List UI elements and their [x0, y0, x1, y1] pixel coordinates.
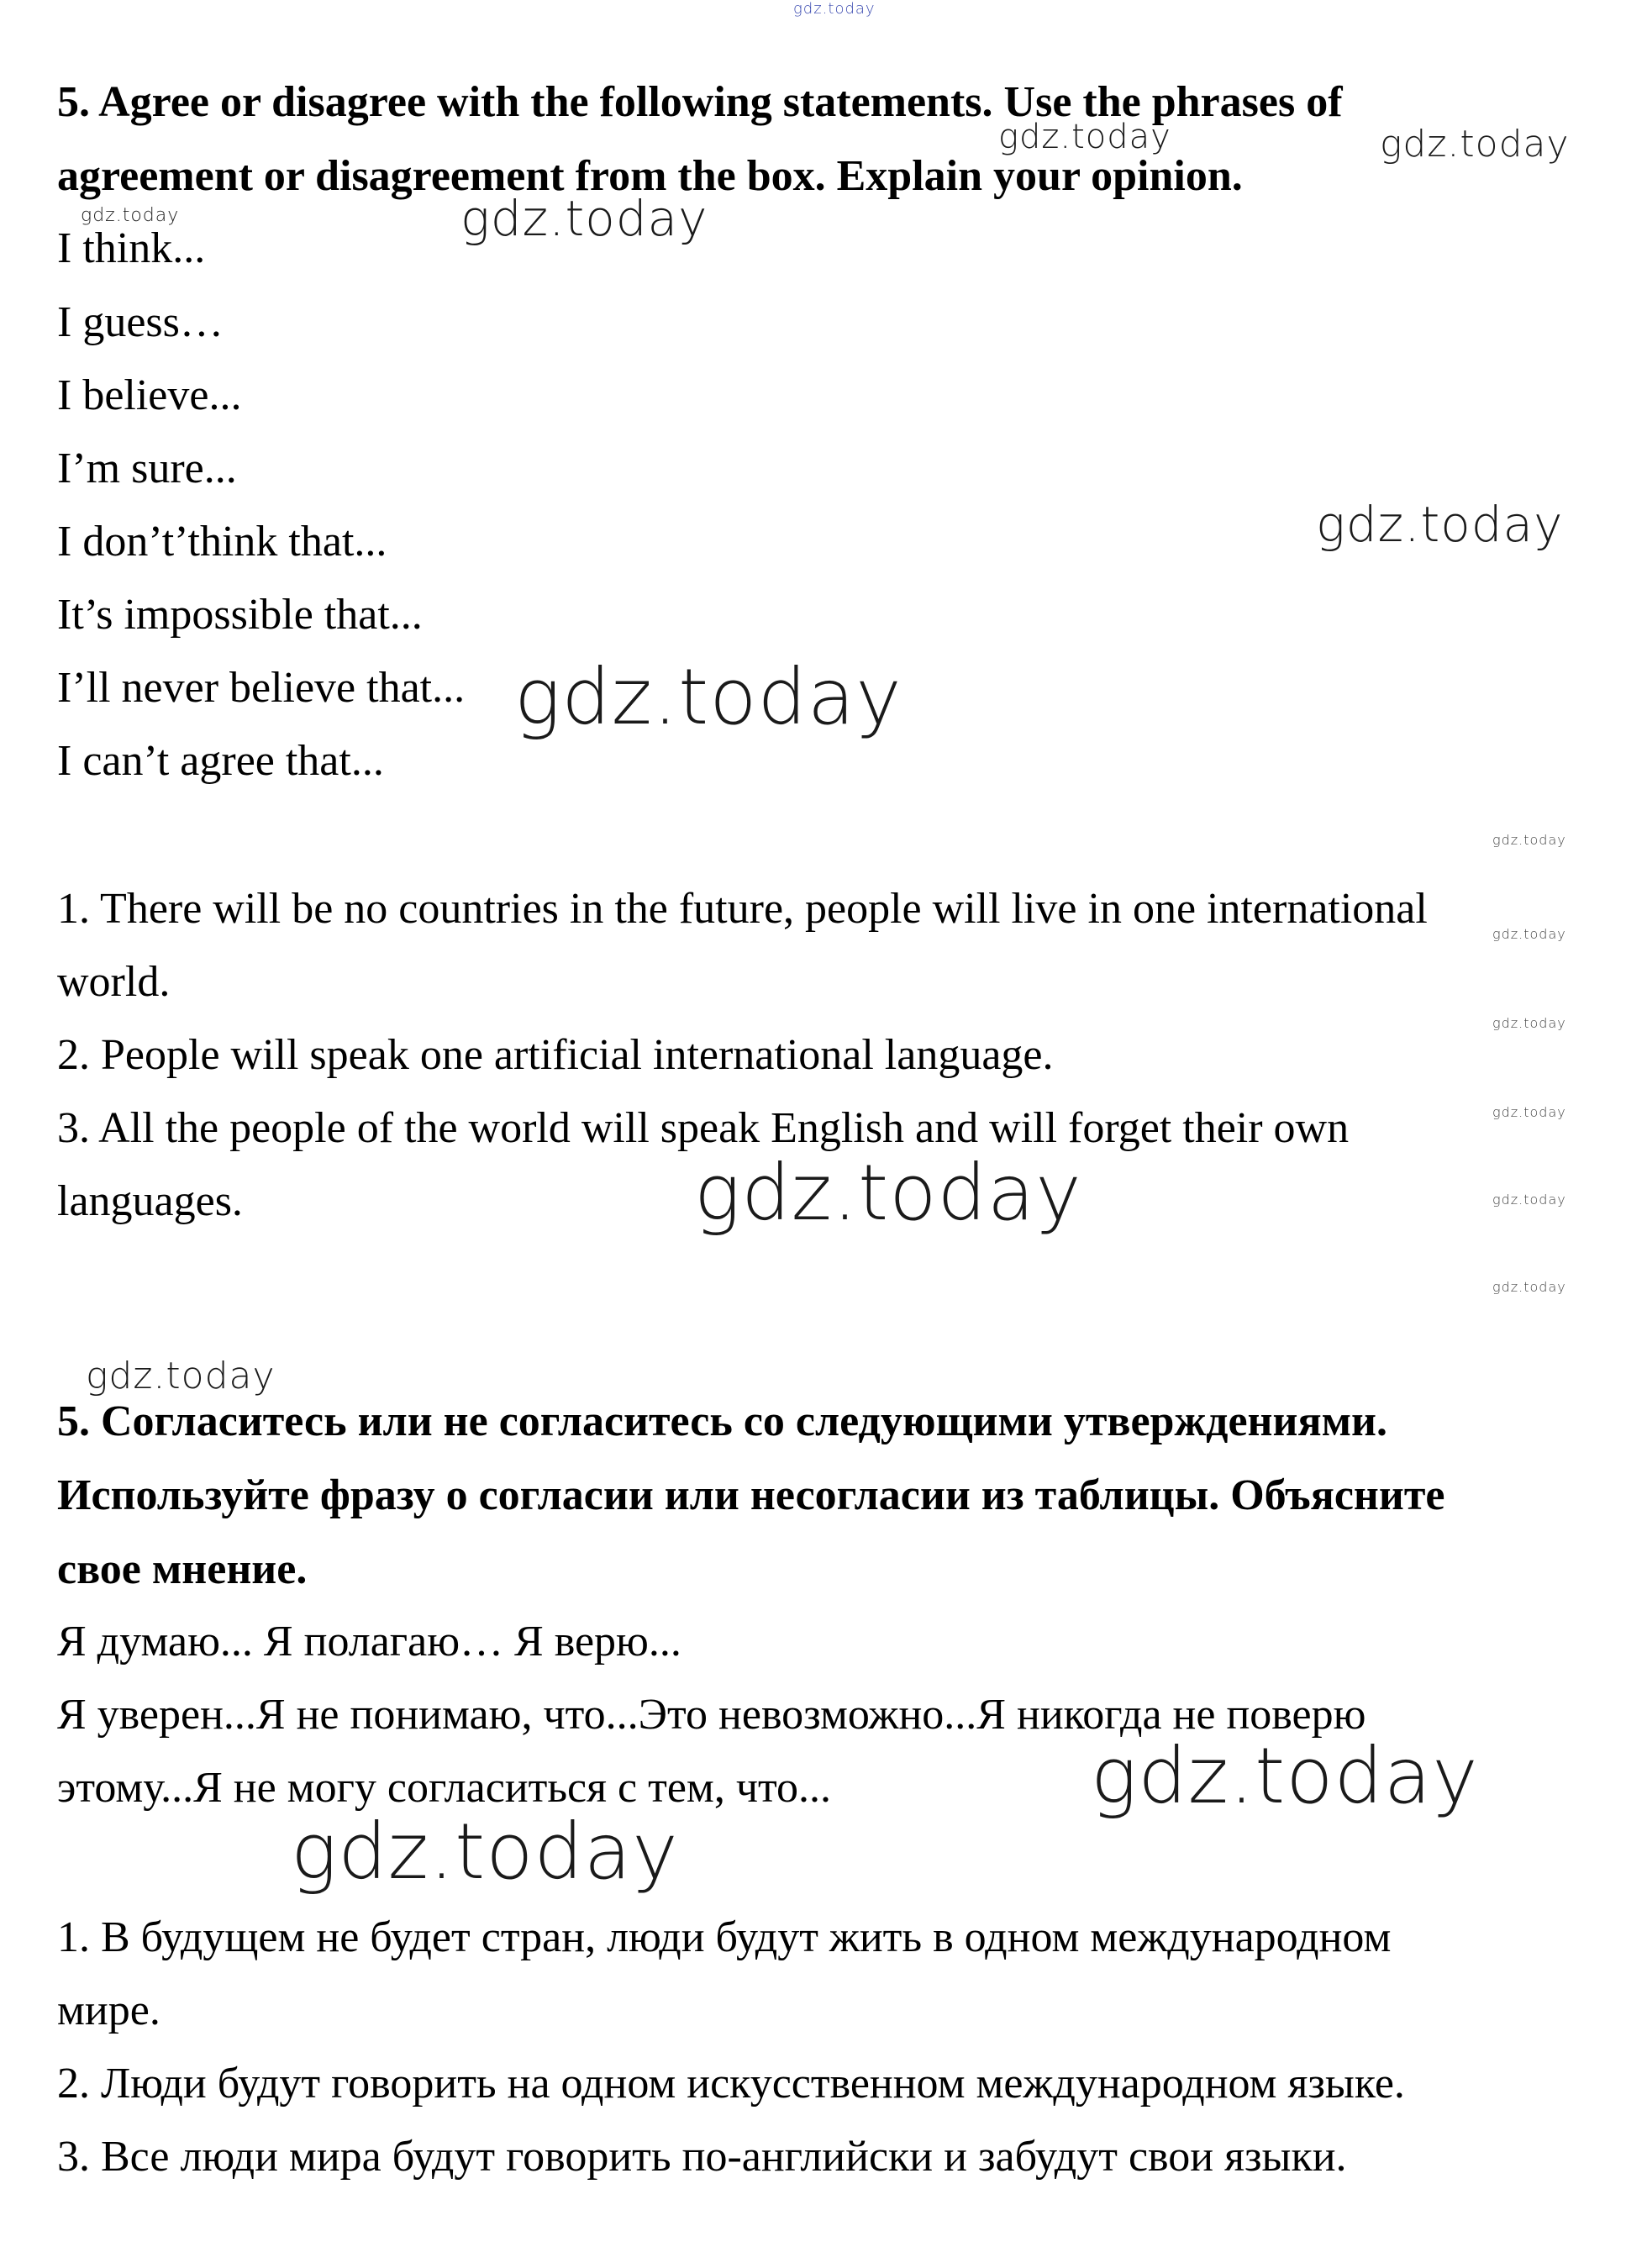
statement-line: 2. People will speak one artificial international language. — [57, 1031, 1054, 1079]
watermark: gdz.today — [1380, 123, 1570, 166]
watermark: gdz.today — [86, 1355, 276, 1397]
translation-heading-line-1: 5. Согласитесь или не согласитесь со следующими утверждениями. — [57, 1397, 1387, 1445]
phrase-item: I’ll never believe that... — [57, 664, 466, 712]
watermark: gdz.today — [1492, 832, 1566, 848]
translation-statement-line: 2. Люди будут говорить на одном искусственном международном языке. — [57, 2060, 1405, 2108]
statement-line: 1. There will be no countries in the future, people will live in one international — [57, 885, 1428, 933]
watermark: gdz.today — [1492, 1104, 1566, 1120]
watermark: gdz.today — [81, 205, 180, 226]
watermark: gdz.today — [1316, 496, 1564, 553]
statement-line: 3. All the people of the world will speak English and will forget their own — [57, 1104, 1350, 1152]
phrase-item: I believe... — [57, 371, 242, 419]
watermark: gdz.today — [1091, 1731, 1479, 1821]
phrase-item: I’m sure... — [57, 445, 237, 492]
watermark: gdz.today — [291, 1807, 679, 1897]
translation-heading-line-3: свое мнение. — [57, 1545, 308, 1593]
watermark: gdz.today — [460, 190, 708, 247]
translation-phrase-line: Я думаю... Я полагаю… Я верю... — [57, 1618, 681, 1665]
watermark: gdz.today — [514, 652, 902, 742]
phrase-item: It’s impossible that... — [57, 591, 423, 639]
phrase-item: I guess… — [57, 298, 224, 346]
watermark: gdz.today — [1492, 1192, 1566, 1208]
watermark: gdz.today — [1492, 1279, 1566, 1295]
translation-phrase-line: этому...Я не могу согласиться с тем, что... — [57, 1764, 832, 1812]
statement-line: languages. — [57, 1177, 243, 1225]
task-heading-line-2: agreement or disagreement from the box. Explain your opinion. — [57, 152, 1243, 200]
task-heading-line-1: 5. Agree or disagree with the following statements. Use the phrases of — [57, 78, 1343, 126]
translation-statement-line: 1. В будущем не будет стран, люди будут жить в одном международном — [57, 1913, 1392, 1961]
translation-phrase-line: Я уверен...Я не понимаю, что...Это невозможно...Я никогда не поверю — [57, 1691, 1366, 1739]
watermark: gdz.today — [998, 118, 1171, 156]
watermark: gdz.today — [694, 1148, 1082, 1238]
watermark: gdz.today — [1492, 926, 1566, 942]
translation-statement-line: мире. — [57, 1986, 160, 2034]
translation-heading-line-2: Используйте фразу о согласии или несогласии из таблицы. Объясните — [57, 1471, 1445, 1519]
statement-line: world. — [57, 958, 171, 1006]
translation-statement-line: 3. Все люди мира будут говорить по-английски и забудут свои языки. — [57, 2133, 1347, 2181]
phrase-item: I can’t agree that... — [57, 737, 384, 785]
phrase-item: I think... — [57, 224, 206, 272]
watermark: gdz.today — [793, 0, 876, 18]
watermark: gdz.today — [1492, 1015, 1566, 1031]
phrase-item: I don’t’think that... — [57, 518, 387, 566]
